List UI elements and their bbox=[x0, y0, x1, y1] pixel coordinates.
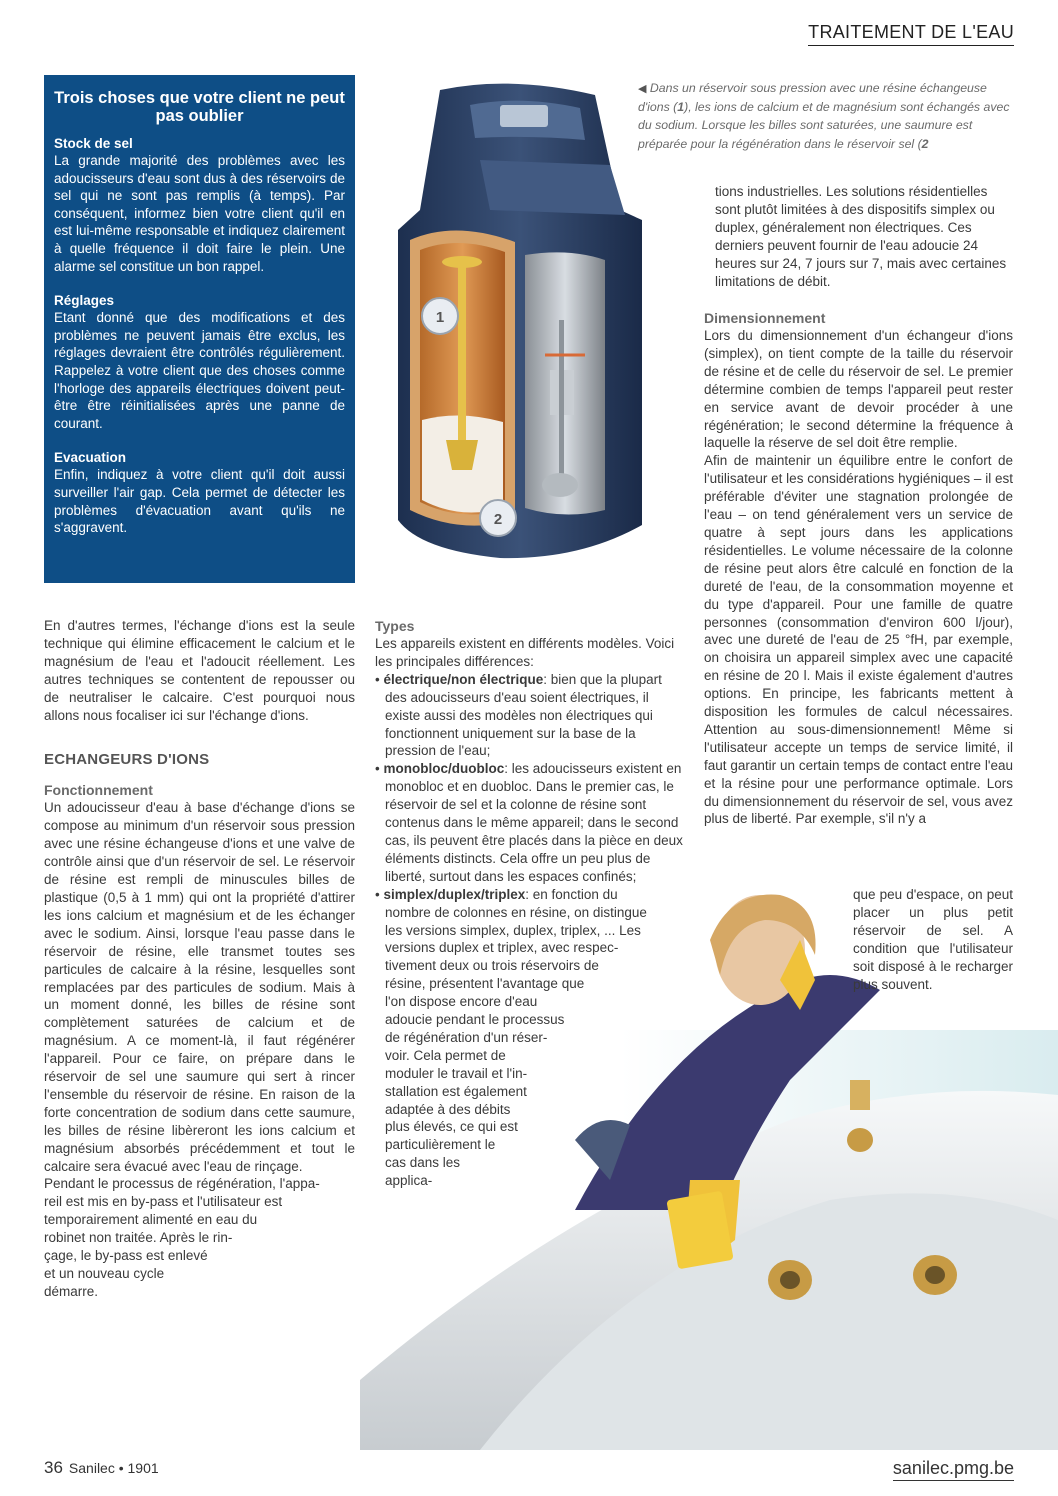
callout-2: 2 bbox=[493, 511, 503, 528]
footer-left bbox=[44, 1458, 159, 1478]
bullet-simplex: • simplex/duplex/triplex: en fonction du nombre de colonnes en résine, on distingue les versions simplex, duplex, triplex, ... Les versions duplex et triplex, avec respec- tivement deux ou trois réservoirs de résine, présentent l'avantage que l'on dispose encore d'eau adoucie pendant le processus de régénération d'un réser- voir. Cela permet de moduler le travail et l'in- stallation est également adaptée à des débits plus élevés, ce qui est particulièrement le cas dans les applica- bbox=[375, 886, 647, 1189]
sidebar-title: Trois choses que votre client ne peut pas oublier bbox=[54, 89, 345, 125]
right-column bbox=[704, 309, 1013, 828]
subhead-sizing: Dimensionnement bbox=[704, 310, 826, 326]
middle-column bbox=[375, 617, 683, 1190]
figure-caption: ◀ Dans un réservoir sous pression avec une résine échangeuse d'ions (1), les ions de calcium et de magnésium sont échangés avec du sodium. Lorsque les billes sont saturées, une saumure est préparée pour la régénération dans le réservoir sel (2 bbox=[638, 81, 1010, 151]
industrial-paragraph: tions industrielles. Les solutions résidentielles sont plutôt limitées à des dispositifs simplex ou duplex, généralement non électriques. Ces derniers peuvent fournir de l'eau adoucie 24 heures sur 24, 7 jours sur 7, mais avec certaines limitations de débit. bbox=[715, 184, 1007, 289]
right-column-top bbox=[715, 183, 1013, 290]
section-title-ion-exchangers: ECHANGEURS D'IONS bbox=[44, 751, 210, 769]
bullet-electric: • électrique/non électrique: bien que la plupart des adoucisseurs d'eau soient électriques, il existe aussi des modèles non électriques qui fonctionnent uniquement sur la base de la pression de l'eau; bbox=[375, 671, 662, 759]
callout-1: 1 bbox=[435, 309, 445, 326]
intro-paragraph: En d'autres termes, l'échange d'ions est la seule technique qui élimine efficacement le calcium et le magnésium de l'eau et l'adoucit réellement. Les autres techniques se contentent de repousser ou de neutraliser le calcaire. C'est pourquoi nous allons nous focaliser ici sur l'échange d'ions. bbox=[44, 618, 355, 723]
subhead-operation: Fonctionnement bbox=[44, 782, 153, 799]
bullet-monobloc: • monobloc/duobloc: les adoucisseurs existent en monobloc et en duobloc. Dans le premier cas, le réservoir de sel et la colonne de résine sont contenus dans le même appareil; dans le second cas, ils peuvent être placés dans la pièce en deux éléments distincts. Cela offre un peu plus de liberté, surtout dans les espaces confinés; bbox=[375, 761, 683, 884]
bullet-dot-icon: • bbox=[375, 761, 384, 777]
sidebar-heading-drain: Evacuation bbox=[54, 450, 127, 466]
sidebar-text-settings: Etant donné que des modifications et des problèmes ne peuvent jamais être exclus, les réglages devraient être contrôlés régulièrement. Rappelez à votre client que des choses comme l'horloge des appareils électriques doivent peut-être être réinitialisées après une panne de courant. bbox=[54, 310, 345, 431]
sizing-paragraph-1: Lors du dimensionnement d'un échangeur d'ions (simplex), on tient compte de la taille du réservoir de résine et de celle du réservoir de sel. Le premier détermine combien de temps l'appareil peut rester en service avant de devoir procéder à une régénération; le second détermine la fréquence à laquelle la réserve de sel doit être remplie. bbox=[704, 328, 1013, 451]
water-softener-illustration bbox=[380, 80, 650, 570]
left-column bbox=[44, 617, 355, 1301]
operation-paragraph: Un adoucisseur d'eau à base d'échange d'ions se compose au minimum d'un réservoir sous pression avec une résine échangeuse d'ions et une valve de contrôle ainsi que d'un réservoir de sel. Le réservoir de résine est rempli de minuscules billes de plastique (0,5 à 1 mm) qui ont la propriété d'attirer les ions calcium et magnésium et de les échanger avec le sodium. Ainsi, lorsque l'eau passe dans le réservoir de résine, elle transmet toutes ses particules de calcaire à la résine, lesquelles sont remplacées par des particules de sodium. Mais à un moment donné, les billes de résine sont complètement saturées de calcium et de magnésium. A ce moment-là, il faut régénérer l'appareil. Pour ce faire, on prépare dans le réservoir de sel une saumure qui sert à rincer l'ensemble du réservoir de résine. En raison de la forte concentration de sodium dans cette saumure, les billes de résine libèreront les ions calcium et magnésium absorbés précédemment et tout le calcaire sera évacué avec l'eau de rinçage. bbox=[44, 800, 355, 1174]
sidebar-box bbox=[44, 75, 355, 583]
types-intro: Les appareils existent en différents modèles. Voici les principales différences: bbox=[375, 636, 675, 669]
sizing-paragraph-2: Afin de maintenir un équilibre entre le confort de l'utilisateur et les considérations hygiéniques – il est préférable d'éviter une stagnation prolongée de l'eau – on tend généralement vers un service de quatre à sept jours dans les applications résidentielles. Le volume nécessaire de la colonne de résine peut alors être calculé en fonction de la dureté de l'eau, de la consommation moyenne et du type d'appareil. Pour une famille de quatre personnes (consommation d'environ 600 l/jour), avec une dureté de l'eau de 25 °fH, par exemple, on choisira un appareil simplex avec une capacité en résine de 20 l. Mais il existe également d'autres options. En principe, les fabricants mettent à disposition les formules de calcul nécessaires. Attention au sous-dimensionnement! Même si l'utilisateur accepte un temps de service limité, il faut garantir un certain temps de contact entre l'eau et la résine pour une performance optimale. Lors du dimensionnement du réservoir de sel, vous avez plus de liberté. Par exemple, s'il n'y a bbox=[704, 453, 1013, 827]
sidebar-heading-settings: Réglages bbox=[54, 293, 115, 309]
section-label: TRAITEMENT DE L'EAU bbox=[808, 22, 1014, 42]
sidebar-text-salt: La grande majorité des problèmes avec les adoucisseurs d'eau sont dus à des réservoirs de sel qui ne sont pas remplis (à temps). Par conséquent, informez bien votre client qu'il en est lui-même responsable et indiquez clairement à quelle fréquence il doit faire le plein. Une alarme sel constitue un bon rappel. bbox=[54, 153, 345, 274]
caption-arrow-icon: ◀ bbox=[638, 83, 647, 95]
sidebar-text-drain: Enfin, indiquez à votre client qu'il doit aussi surveiller l'air gap. Cela permet de détecter les problèmes d'évacuation avant qu'ils ne s'aggravent. bbox=[54, 467, 345, 536]
publication-name: Sanilec • 1901 bbox=[68, 1460, 159, 1476]
subhead-types: Types bbox=[375, 618, 415, 634]
sizing-paragraph-tail: que peu d'espace, on peut placer un plus petit réservoir de sel. A condition que l'utilisateur soit disposé à le recharger plus souvent. bbox=[853, 887, 1013, 992]
operation-tail: Pendant le processus de régénération, l'appa- reil est mis en by-pass et l'utilisateur est temporairement alimenté en eau du robinet non traitée. Après le rin- çage, le by-pass est enlevé et un nouveau cycle démarre. bbox=[44, 1176, 320, 1299]
page-number: 36 bbox=[44, 1458, 63, 1477]
footer-url-link[interactable]: sanilec.pmg.be bbox=[892, 1458, 1014, 1478]
bullet-dot-icon: • bbox=[375, 886, 384, 902]
bullet-dot-icon: • bbox=[375, 671, 384, 687]
sidebar-heading-salt: Stock de sel bbox=[54, 136, 133, 151]
